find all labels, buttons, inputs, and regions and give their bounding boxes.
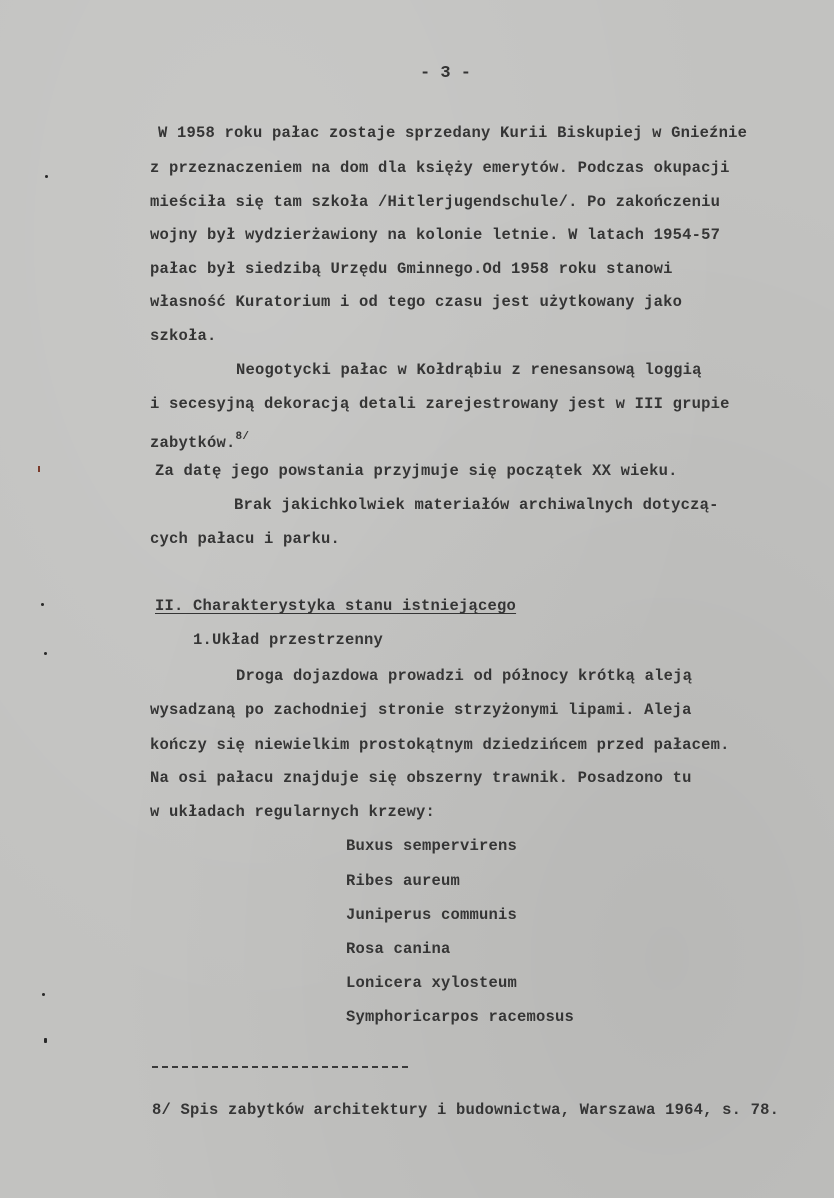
text-line: Neogotycki pałac w Kołdrąbiu z renesansową loggią	[236, 361, 702, 379]
text-line: wojny był wydzierżawiony na kolonie letnie. W latach 1954-57	[150, 226, 721, 244]
text-line: cych pałacu i parku.	[150, 530, 341, 548]
text-line: Droga dojazdowa prowadzi od północy krótką aleją	[236, 667, 693, 685]
subsection-heading: 1.Układ przestrzenny	[193, 631, 384, 649]
text-line: Na osi pałacu znajduje się obszerny trawnik. Posadzono tu	[150, 769, 692, 787]
text-line: mieściła się tam szkoła /Hitlerjugendschule/. Po zakończeniu	[150, 193, 721, 211]
footnote-divider	[152, 1066, 408, 1068]
margin-mark	[38, 466, 40, 472]
margin-dot	[42, 993, 45, 996]
list-item: Rosa canina	[346, 940, 451, 958]
section-heading: II. Charakterystyka stanu istniejącego	[155, 597, 517, 615]
footnote-reference: 8/	[235, 431, 250, 443]
list-item: Symphoricarpos racemosus	[346, 1008, 575, 1026]
text-line: wysadzaną po zachodniej stronie strzyżonymi lipami. Aleja	[150, 701, 692, 719]
margin-dot	[45, 175, 48, 178]
margin-dot	[41, 603, 44, 606]
margin-mark	[44, 1038, 47, 1043]
text-line: szkoła.	[150, 327, 217, 345]
list-item: Ribes aureum	[346, 872, 461, 890]
list-item: Buxus sempervirens	[346, 837, 518, 855]
footnote: 8/ Spis zabytków architektury i budownictwa, Warszawa 1964, s. 78.	[152, 1101, 780, 1119]
margin-dot	[44, 652, 47, 655]
text-line: Brak jakichkolwiek materiałów archiwalnych dotyczą-	[234, 496, 719, 514]
list-item: Juniperus communis	[346, 906, 518, 924]
text-line: kończy się niewielkim prostokątnym dziedzińcem przed pałacem.	[150, 736, 730, 754]
page-number: - 3 -	[420, 64, 472, 83]
text-line: w układach regularnych krzewy:	[150, 803, 436, 821]
text-line: własność Kuratorium i od tego czasu jest użytkowany jako	[150, 293, 683, 311]
text-line: zabytków.$^{8/}$	[150, 431, 250, 452]
text-line: W 1958 roku pałac zostaje sprzedany Kurii Biskupiej w Gnieźnie	[158, 124, 748, 142]
text-line: i secesyjną dekoracją detali zarejestrowany jest w III grupie	[150, 395, 730, 413]
paragraph-dating: Za datę jego powstania przyjmuje się początek XX wieku.	[155, 462, 678, 480]
text-line: z przeznaczeniem na dom dla księży emerytów. Podczas okupacji	[150, 159, 730, 177]
list-item: Lonicera xylosteum	[346, 974, 518, 992]
text-line: pałac był siedzibą Urzędu Gminnego.Od 1958 roku stanowi	[150, 260, 673, 278]
